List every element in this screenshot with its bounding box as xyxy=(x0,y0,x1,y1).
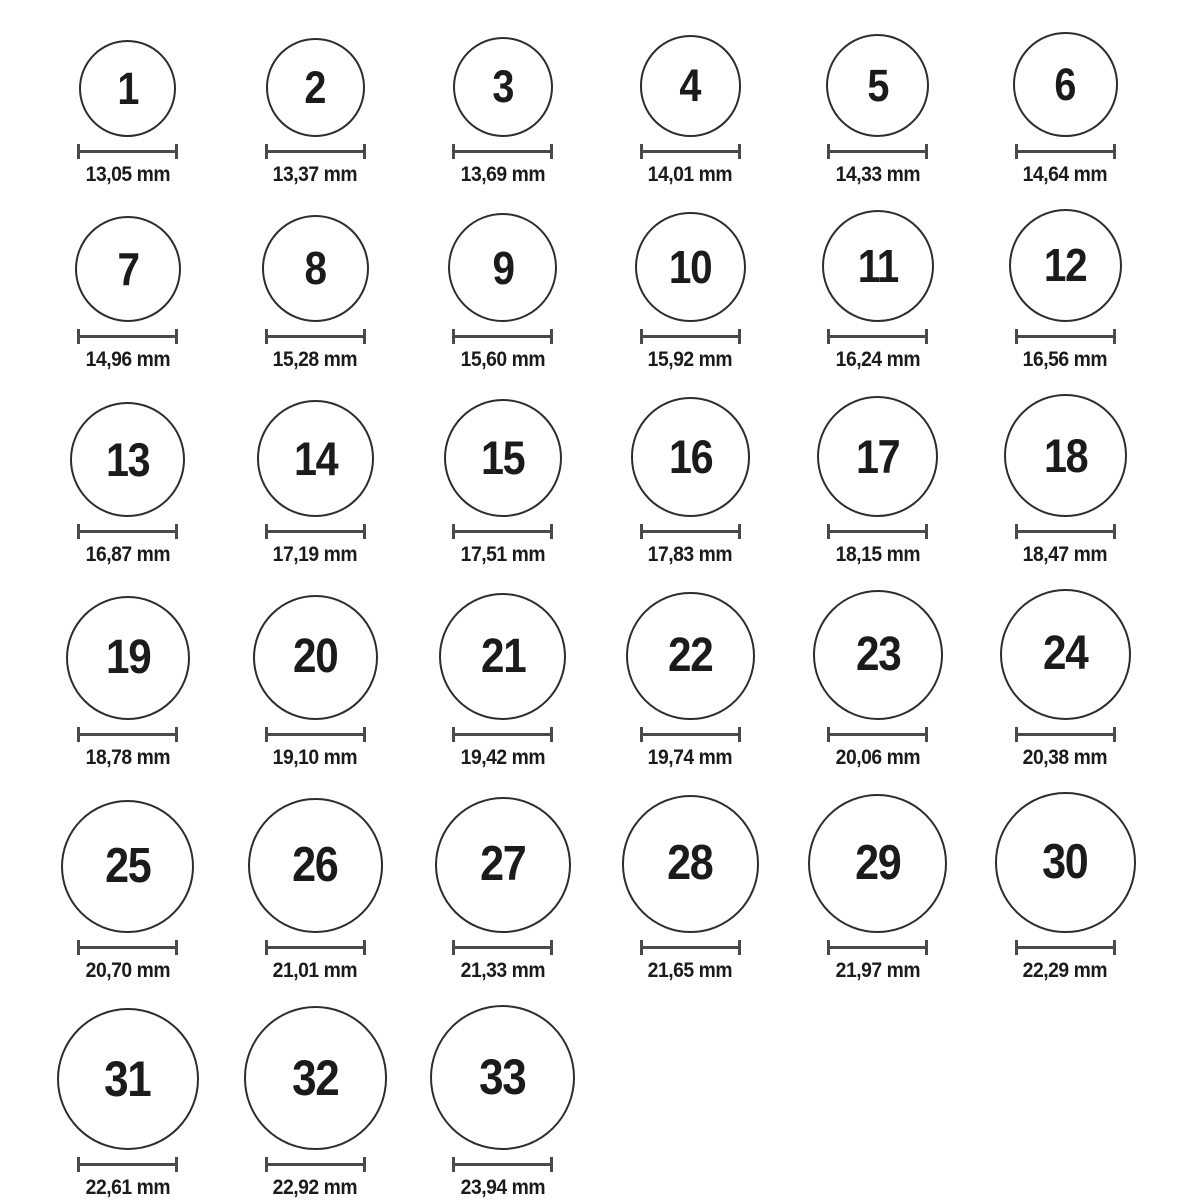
ring-size-number: 8 xyxy=(304,242,326,295)
diameter-label: 20,38 mm xyxy=(1023,746,1108,769)
measure-right-tick xyxy=(363,1157,366,1172)
circle-zone xyxy=(79,28,176,137)
ring-circle xyxy=(79,40,176,137)
measure-right-tick xyxy=(1113,144,1116,159)
measure-right-tick xyxy=(550,727,553,742)
diameter-measure-line xyxy=(265,940,366,955)
measure-bar xyxy=(77,530,178,533)
measure-bar xyxy=(1015,150,1116,153)
circle-zone xyxy=(995,788,1136,933)
measure-bar xyxy=(452,1163,553,1166)
diameter-measure-line xyxy=(77,1157,178,1172)
diameter-measure-line xyxy=(640,329,741,344)
ring-circle xyxy=(435,797,571,933)
ring-size-item xyxy=(222,1001,410,1200)
ring-circle xyxy=(453,37,553,137)
ring-circle xyxy=(813,590,943,720)
measure-right-tick xyxy=(1113,727,1116,742)
measure-bar xyxy=(1015,946,1116,949)
ring-circle xyxy=(244,1006,388,1150)
measure-bar xyxy=(452,946,553,949)
measure-bar xyxy=(77,733,178,736)
diameter-label: 23,94 mm xyxy=(460,1175,545,1199)
measure-right-tick xyxy=(363,524,366,539)
ring-size-item xyxy=(222,28,410,187)
ring-size-number: 21 xyxy=(480,629,525,683)
diameter-label: 14,01 mm xyxy=(648,162,733,186)
ring-circle xyxy=(826,34,929,137)
diameter-label: 19,42 mm xyxy=(460,746,545,769)
measure-bar xyxy=(265,530,366,533)
ring-size-item xyxy=(34,1001,222,1200)
circle-zone xyxy=(253,585,379,721)
ring-size-item xyxy=(972,205,1160,373)
circle-zone xyxy=(444,390,562,517)
ring-size-item xyxy=(409,1001,597,1200)
ring-size-item xyxy=(222,585,410,771)
measure-bar xyxy=(640,150,741,153)
diameter-measure-line xyxy=(1015,144,1116,159)
diameter-label: 18,78 mm xyxy=(85,746,170,769)
measure-right-tick xyxy=(925,329,928,344)
measure-bar xyxy=(827,150,928,153)
ring-circle xyxy=(448,213,557,322)
measure-right-tick xyxy=(925,727,928,742)
ring-circle xyxy=(995,792,1136,933)
diameter-measure-line xyxy=(827,144,928,159)
measure-right-tick xyxy=(175,524,178,539)
measure-right-tick xyxy=(1113,940,1116,955)
circle-zone xyxy=(631,390,751,517)
ring-size-item xyxy=(222,205,410,373)
measure-bar xyxy=(452,733,553,736)
measure-bar xyxy=(77,150,178,153)
diameter-label: 22,92 mm xyxy=(273,1175,358,1199)
diameter-label: 16,24 mm xyxy=(835,348,920,371)
ring-size-number: 33 xyxy=(479,1049,526,1105)
ring-circle xyxy=(70,402,185,517)
ring-size-item xyxy=(34,390,222,567)
diameter-label: 13,37 mm xyxy=(273,162,358,186)
circle-zone xyxy=(262,205,370,323)
diameter-measure-line xyxy=(640,524,741,539)
diameter-measure-line xyxy=(640,727,741,742)
ring-size-item xyxy=(972,788,1160,983)
measure-bar xyxy=(827,733,928,736)
diameter-measure-line xyxy=(452,1157,553,1172)
diameter-measure-line xyxy=(265,329,366,344)
ring-size-number: 12 xyxy=(1044,239,1087,292)
ring-circle xyxy=(622,795,760,933)
ring-size-item xyxy=(597,28,785,187)
ring-circle xyxy=(1009,209,1123,323)
ring-size-number: 22 xyxy=(668,628,713,682)
ring-size-item xyxy=(222,788,410,983)
diameter-measure-line xyxy=(77,329,178,344)
measure-right-tick xyxy=(363,329,366,344)
measure-right-tick xyxy=(925,940,928,955)
ring-size-item xyxy=(409,390,597,567)
ring-circle xyxy=(817,396,938,517)
ring-size-number: 29 xyxy=(855,835,901,890)
diameter-label: 13,05 mm xyxy=(85,162,170,186)
ring-size-item xyxy=(409,585,597,771)
measure-bar xyxy=(452,150,553,153)
diameter-measure-line xyxy=(452,144,553,159)
circle-zone xyxy=(439,585,566,721)
ring-circle xyxy=(430,1005,575,1150)
ring-size-number: 11 xyxy=(857,240,898,292)
circle-zone xyxy=(640,28,742,137)
circle-zone xyxy=(1009,205,1123,323)
measure-bar xyxy=(640,335,741,338)
measure-bar xyxy=(640,530,741,533)
ring-circle xyxy=(57,1008,199,1150)
circle-zone xyxy=(1004,390,1127,517)
ring-size-number: 3 xyxy=(492,61,514,112)
ring-size-number: 31 xyxy=(104,1050,151,1107)
diameter-label: 14,96 mm xyxy=(85,348,170,371)
measure-right-tick xyxy=(363,727,366,742)
circle-zone xyxy=(66,585,190,721)
ring-size-number: 23 xyxy=(855,628,900,681)
measure-right-tick xyxy=(738,524,741,539)
diameter-label: 14,33 mm xyxy=(835,162,920,186)
ring-size-item xyxy=(597,788,785,983)
diameter-label: 21,33 mm xyxy=(460,958,545,982)
circle-zone xyxy=(822,205,934,323)
diameter-measure-line xyxy=(640,940,741,955)
diameter-measure-line xyxy=(827,524,928,539)
ring-size-number: 2 xyxy=(304,61,326,113)
ring-size-number: 7 xyxy=(117,243,139,295)
diameter-label: 17,19 mm xyxy=(273,542,358,566)
size-row xyxy=(34,28,1200,187)
diameter-measure-line xyxy=(452,940,553,955)
ring-size-number: 27 xyxy=(480,837,526,891)
diameter-measure-line xyxy=(640,144,741,159)
ring-size-item xyxy=(784,205,972,373)
measure-right-tick xyxy=(925,144,928,159)
measure-bar xyxy=(265,335,366,338)
measure-right-tick xyxy=(175,329,178,344)
circle-zone xyxy=(70,390,185,517)
ring-circle xyxy=(808,794,947,933)
circle-zone xyxy=(1013,28,1118,137)
ring-size-number: 20 xyxy=(293,630,338,684)
ring-circle xyxy=(253,595,379,721)
ring-circle xyxy=(66,596,190,720)
ring-size-number: 10 xyxy=(669,240,712,293)
ring-size-number: 25 xyxy=(105,838,151,893)
ring-size-number: 26 xyxy=(292,837,338,892)
ring-size-item xyxy=(972,390,1160,567)
diameter-label: 19,10 mm xyxy=(273,746,358,769)
measure-bar xyxy=(77,946,178,949)
ring-size-number: 24 xyxy=(1043,627,1088,681)
ring-circle xyxy=(626,592,755,721)
measure-bar xyxy=(77,335,178,338)
measure-bar xyxy=(827,946,928,949)
diameter-label: 19,74 mm xyxy=(648,746,733,769)
measure-right-tick xyxy=(175,1157,178,1172)
size-row xyxy=(34,788,1200,983)
ring-circle xyxy=(631,397,751,517)
measure-right-tick xyxy=(1113,524,1116,539)
diameter-label: 15,92 mm xyxy=(648,348,733,371)
measure-right-tick xyxy=(175,727,178,742)
measure-bar xyxy=(452,335,553,338)
measure-bar xyxy=(1015,530,1116,533)
ring-size-number: 4 xyxy=(679,60,701,112)
circle-zone xyxy=(448,205,557,323)
circle-zone xyxy=(826,28,929,137)
ring-size-number: 15 xyxy=(481,431,525,484)
ring-circle xyxy=(444,399,562,517)
diameter-label: 18,15 mm xyxy=(835,542,920,566)
diameter-measure-line xyxy=(265,144,366,159)
ring-size-item xyxy=(409,205,597,373)
measure-bar xyxy=(640,946,741,949)
diameter-label: 18,47 mm xyxy=(1023,542,1108,566)
ring-size-number: 30 xyxy=(1042,834,1088,889)
ring-circle xyxy=(439,593,566,720)
measure-bar xyxy=(640,733,741,736)
ring-circle xyxy=(248,798,383,933)
circle-zone xyxy=(626,585,755,721)
ring-circle xyxy=(640,35,742,137)
measure-right-tick xyxy=(738,940,741,955)
circle-zone xyxy=(1000,585,1132,721)
circle-zone xyxy=(622,788,760,933)
ring-size-number: 17 xyxy=(856,429,900,483)
ring-circle xyxy=(635,212,746,323)
ring-size-number: 14 xyxy=(293,431,337,485)
size-row xyxy=(34,390,1200,567)
measure-right-tick xyxy=(550,1157,553,1172)
measure-bar xyxy=(452,530,553,533)
diameter-label: 17,83 mm xyxy=(648,542,733,566)
measure-bar xyxy=(1015,335,1116,338)
circle-zone xyxy=(61,788,194,933)
measure-right-tick xyxy=(550,940,553,955)
measure-bar xyxy=(827,335,928,338)
size-row xyxy=(34,1001,1200,1200)
measure-right-tick xyxy=(550,329,553,344)
measure-right-tick xyxy=(738,727,741,742)
measure-right-tick xyxy=(1113,329,1116,344)
diameter-label: 15,60 mm xyxy=(460,348,545,371)
diameter-label: 16,87 mm xyxy=(85,542,170,566)
ring-size-number: 32 xyxy=(292,1049,339,1106)
ring-size-number: 5 xyxy=(867,59,889,111)
ring-circle xyxy=(1000,589,1132,721)
ring-size-number: 16 xyxy=(668,430,712,484)
diameter-measure-line xyxy=(452,524,553,539)
diameter-measure-line xyxy=(77,524,178,539)
circle-zone xyxy=(808,788,947,933)
circle-zone xyxy=(266,28,365,137)
measure-right-tick xyxy=(363,144,366,159)
diameter-measure-line xyxy=(265,524,366,539)
diameter-measure-line xyxy=(827,329,928,344)
diameter-label: 15,28 mm xyxy=(273,348,358,371)
diameter-label: 13,69 mm xyxy=(460,162,545,186)
size-row xyxy=(34,205,1200,373)
size-row xyxy=(34,585,1200,771)
measure-right-tick xyxy=(550,144,553,159)
measure-right-tick xyxy=(738,329,741,344)
circle-zone xyxy=(75,205,181,323)
ring-size-number: 1 xyxy=(117,62,139,114)
ring-size-item xyxy=(972,28,1160,187)
ring-size-item xyxy=(597,585,785,771)
ring-size-item xyxy=(972,585,1160,771)
circle-zone xyxy=(257,390,374,517)
measure-right-tick xyxy=(175,940,178,955)
ring-size-number: 9 xyxy=(492,241,514,294)
measure-bar xyxy=(827,530,928,533)
ring-size-number: 18 xyxy=(1043,428,1087,482)
diameter-label: 16,56 mm xyxy=(1023,348,1108,371)
diameter-measure-line xyxy=(265,1157,366,1172)
diameter-label: 21,01 mm xyxy=(273,958,358,982)
measure-bar xyxy=(77,1163,178,1166)
ring-size-item xyxy=(409,28,597,187)
measure-bar xyxy=(265,733,366,736)
diameter-measure-line xyxy=(265,727,366,742)
diameter-measure-line xyxy=(77,940,178,955)
ring-size-item xyxy=(34,788,222,983)
diameter-measure-line xyxy=(1015,940,1116,955)
diameter-measure-line xyxy=(827,727,928,742)
ring-size-item xyxy=(784,788,972,983)
ring-size-number: 19 xyxy=(105,631,150,684)
circle-zone xyxy=(248,788,383,933)
ring-size-number: 6 xyxy=(1054,58,1076,110)
diameter-measure-line xyxy=(77,727,178,742)
ring-size-item xyxy=(34,205,222,373)
diameter-measure-line xyxy=(77,144,178,159)
circle-zone xyxy=(813,585,943,721)
diameter-label: 20,70 mm xyxy=(85,958,170,982)
ring-circle xyxy=(262,215,370,323)
circle-zone xyxy=(453,28,553,137)
ring-size-item xyxy=(409,788,597,983)
measure-right-tick xyxy=(550,524,553,539)
diameter-label: 14,64 mm xyxy=(1023,162,1108,186)
ring-size-number: 28 xyxy=(667,836,713,891)
measure-right-tick xyxy=(738,144,741,159)
measure-bar xyxy=(265,1163,366,1166)
measure-right-tick xyxy=(925,524,928,539)
ring-size-item xyxy=(784,585,972,771)
circle-zone xyxy=(435,788,571,933)
ring-size-item xyxy=(597,205,785,373)
ring-size-item xyxy=(784,28,972,187)
diameter-measure-line xyxy=(452,329,553,344)
ring-circle xyxy=(61,800,194,933)
ring-size-item xyxy=(34,585,222,771)
ring-size-item xyxy=(222,390,410,567)
ring-size-item xyxy=(784,390,972,567)
ring-circle xyxy=(822,210,934,322)
diameter-label: 17,51 mm xyxy=(460,542,545,566)
measure-bar xyxy=(1015,733,1116,736)
measure-right-tick xyxy=(363,940,366,955)
circle-zone xyxy=(57,1001,199,1150)
measure-bar xyxy=(265,150,366,153)
diameter-measure-line xyxy=(1015,524,1116,539)
ring-circle xyxy=(75,216,181,322)
measure-right-tick xyxy=(175,144,178,159)
circle-zone xyxy=(430,1001,575,1150)
ring-circle xyxy=(1013,32,1118,137)
ring-circle xyxy=(266,38,365,137)
diameter-label: 22,61 mm xyxy=(85,1175,170,1199)
diameter-measure-line xyxy=(1015,329,1116,344)
diameter-label: 21,97 mm xyxy=(835,958,920,982)
ring-circle xyxy=(257,400,374,517)
diameter-label: 20,06 mm xyxy=(835,746,920,769)
ring-size-item xyxy=(34,28,222,187)
ring-size-number: 13 xyxy=(106,432,150,486)
measure-bar xyxy=(265,946,366,949)
diameter-label: 22,29 mm xyxy=(1023,958,1108,982)
circle-zone xyxy=(817,390,938,517)
ring-size-item xyxy=(597,390,785,567)
diameter-label: 21,65 mm xyxy=(648,958,733,982)
circle-zone xyxy=(244,1001,388,1150)
diameter-measure-line xyxy=(827,940,928,955)
diameter-measure-line xyxy=(452,727,553,742)
diameter-measure-line xyxy=(1015,727,1116,742)
ring-circle xyxy=(1004,394,1127,517)
circle-zone xyxy=(635,205,746,323)
